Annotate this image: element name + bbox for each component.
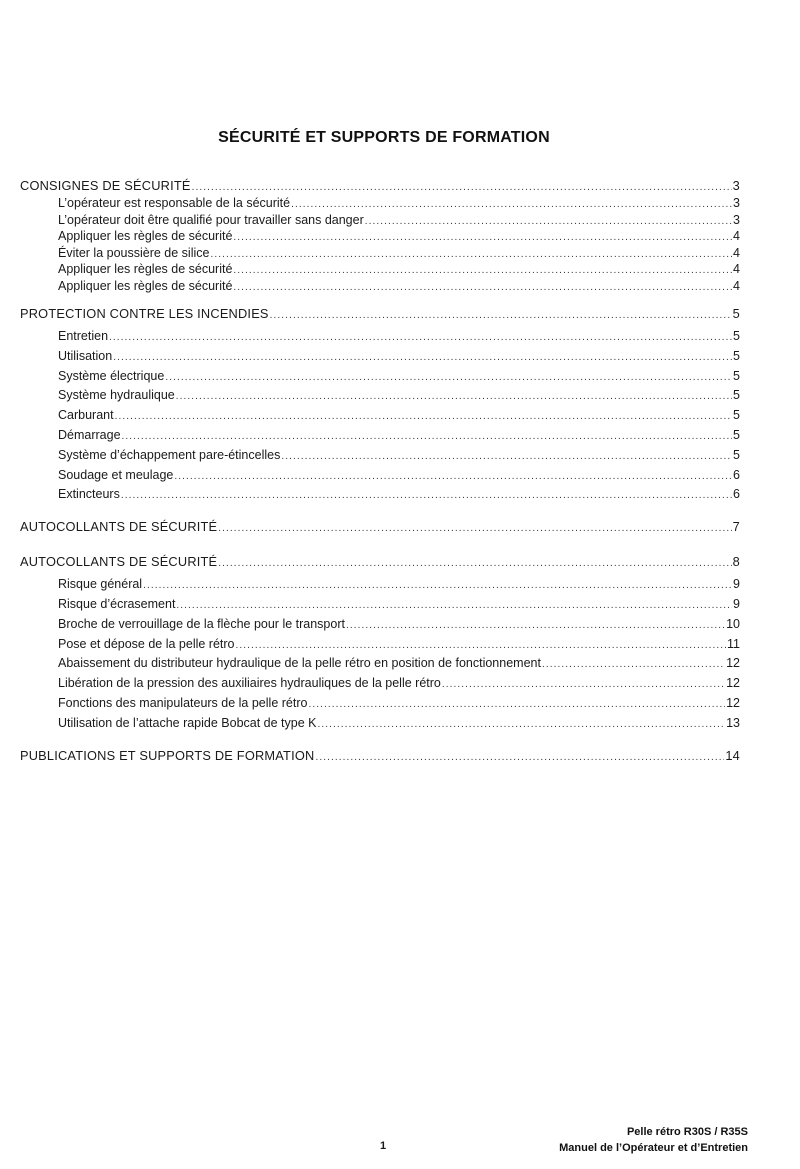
toc-entry-label: Pose et dépose de la pelle rétro (58, 636, 235, 651)
toc-page-number: 12 (726, 676, 740, 691)
toc-entry-label: PUBLICATIONS ET SUPPORTS DE FORMATION (20, 747, 315, 763)
toc-page-number: 4 (733, 278, 740, 293)
toc-page-number: 8 (732, 554, 740, 570)
footer-info (559, 1124, 748, 1156)
toc-entry-label: CONSIGNES DE SÉCURITÉ (20, 178, 191, 193)
footer-manual-title: Manuel de l’Opérateur et d’Entretien (559, 1142, 748, 1154)
toc-entry[interactable] (20, 636, 740, 656)
toc-entry-label: Abaissement du distributeur hydraulique de la pelle rétro en position de fonctionnement (58, 656, 541, 671)
toc-page-number: 5 (733, 348, 740, 363)
toc-entry-label: Utilisation (58, 348, 113, 363)
toc-entry[interactable] (20, 596, 740, 616)
table-of-contents (20, 178, 740, 770)
dot-leader (165, 370, 732, 386)
toc-entry[interactable] (20, 195, 740, 212)
toc-entry[interactable] (20, 447, 740, 467)
toc-entry[interactable] (20, 675, 740, 695)
toc-entry[interactable] (20, 407, 740, 427)
toc-page-number: 5 (733, 329, 740, 343)
dot-leader (121, 488, 732, 504)
toc-entry[interactable] (20, 715, 740, 735)
dot-leader (176, 598, 732, 614)
dot-leader (233, 263, 732, 279)
toc-page-number: 4 (733, 262, 740, 276)
dot-leader (210, 247, 732, 263)
toc-page-number: 5 (733, 368, 740, 383)
dot-leader (318, 717, 726, 733)
toc-heading[interactable] (20, 748, 740, 770)
toc-entry[interactable] (20, 245, 740, 262)
toc-entry-label: Système hydraulique (58, 388, 175, 403)
toc-heading[interactable] (20, 178, 740, 195)
toc-entry-label: Appliquer les règles de sécurité (58, 278, 233, 293)
toc-entry-label: Appliquer les règles de sécurité (58, 229, 233, 243)
toc-entry[interactable] (20, 695, 740, 715)
toc-page-number: 4 (733, 229, 740, 243)
toc-entry[interactable] (20, 368, 740, 388)
toc-page-number: 13 (726, 715, 740, 730)
toc-entry-label: Entretien (58, 329, 109, 343)
toc-entry-label: L’opérateur est responsable de la sécurité (58, 196, 291, 210)
dot-leader (270, 308, 732, 324)
dot-leader (365, 214, 732, 230)
toc-entry-label: PROTECTION CONTRE LES INCENDIES (20, 306, 269, 321)
dot-leader (233, 280, 732, 296)
toc-entry-label: AUTOCOLLANTS DE SÉCURITÉ (20, 519, 218, 535)
toc-entry[interactable] (20, 616, 740, 636)
dot-leader (218, 521, 731, 537)
dot-leader (308, 697, 725, 713)
toc-entry-label: Appliquer les règles de sécurité (58, 262, 233, 276)
toc-page-number: 6 (733, 487, 740, 502)
toc-entry[interactable] (20, 261, 740, 278)
toc-heading[interactable] (20, 306, 740, 328)
toc-entry[interactable] (20, 348, 740, 368)
toc-entry[interactable] (20, 212, 740, 229)
toc-entry-label: Libération de la pression des auxiliaires hydrauliques de la pelle rétro (58, 676, 441, 691)
toc-section (20, 748, 740, 770)
dot-leader (346, 618, 725, 634)
toc-page-number: 5 (733, 388, 740, 403)
dot-leader (281, 449, 732, 465)
toc-entry-label: Éviter la poussière de silice (58, 245, 210, 260)
toc-page-number: 12 (726, 695, 740, 710)
toc-entry[interactable] (20, 486, 740, 506)
toc-entry-label: Broche de verrouillage de la flèche pour le transport (58, 616, 345, 631)
dot-leader (115, 409, 732, 425)
dot-leader (218, 556, 731, 572)
toc-entry-label: AUTOCOLLANTS DE SÉCURITÉ (20, 554, 218, 570)
dot-leader (143, 578, 732, 594)
toc-page-number: 4 (733, 245, 740, 260)
toc-entry-label: Fonctions des manipulateurs de la pelle rétro (58, 695, 308, 710)
dot-leader (176, 389, 732, 405)
toc-page-number: 3 (733, 196, 740, 210)
dot-leader (233, 230, 732, 246)
dot-leader (174, 469, 732, 485)
dot-leader (236, 638, 727, 654)
toc-section (20, 519, 740, 541)
toc-page-number: 5 (732, 306, 740, 321)
toc-page-number: 6 (733, 467, 740, 482)
toc-page-number: 5 (733, 408, 740, 423)
toc-entry-label: Risque d’écrasement (58, 596, 176, 611)
toc-page-number: 11 (727, 636, 740, 651)
toc-entry-label: Extincteurs (58, 487, 120, 502)
toc-entry[interactable] (20, 387, 740, 407)
footer-page-number: 1 (380, 1140, 387, 1152)
toc-heading[interactable] (20, 554, 740, 576)
toc-entry[interactable] (20, 278, 740, 295)
toc-page-number: 3 (733, 212, 740, 227)
dot-leader (192, 180, 732, 196)
dot-leader (113, 350, 732, 366)
toc-page-number: 5 (733, 427, 740, 442)
toc-page-number: 12 (726, 656, 740, 671)
toc-entry-label: Système d’échappement pare-étincelles (58, 447, 281, 462)
toc-heading[interactable] (20, 519, 740, 541)
toc-entry-label: L’opérateur doit être qualifié pour travailler sans danger (58, 212, 364, 227)
toc-entry-label: Démarrage (58, 427, 121, 442)
dot-leader (442, 677, 725, 693)
toc-page-number: 10 (726, 616, 740, 631)
document-title: SÉCURITÉ ET SUPPORTS DE FORMATION (218, 129, 550, 146)
toc-entry-label: Soudage et meulage (58, 467, 174, 482)
toc-entry[interactable] (20, 228, 740, 245)
toc-page-number: 3 (732, 178, 740, 193)
toc-entry-label: Risque général (58, 577, 143, 592)
toc-page-number: 5 (733, 447, 740, 462)
toc-entry[interactable] (20, 576, 740, 596)
toc-page-number: 9 (733, 577, 740, 592)
toc-entry[interactable] (20, 655, 740, 675)
toc-entry[interactable] (20, 328, 740, 348)
toc-entry-label: Système électrique (58, 368, 165, 383)
toc-section (20, 306, 740, 506)
toc-section (20, 178, 740, 294)
toc-entry[interactable] (20, 467, 740, 487)
toc-page-number: 7 (732, 519, 740, 535)
toc-page-number: 9 (733, 596, 740, 611)
dot-leader (542, 657, 725, 673)
footer-product: Pelle rétro R30S / R35S (626, 1126, 748, 1138)
toc-page-number: 14 (725, 747, 740, 763)
toc-entry-label: Carburant (58, 408, 114, 423)
dot-leader (315, 750, 724, 766)
toc-section (20, 554, 740, 734)
dot-leader (109, 330, 732, 346)
toc-entry[interactable] (20, 427, 740, 447)
dot-leader (122, 429, 733, 445)
toc-entry-label: Utilisation de l’attache rapide Bobcat de type K (58, 715, 317, 730)
